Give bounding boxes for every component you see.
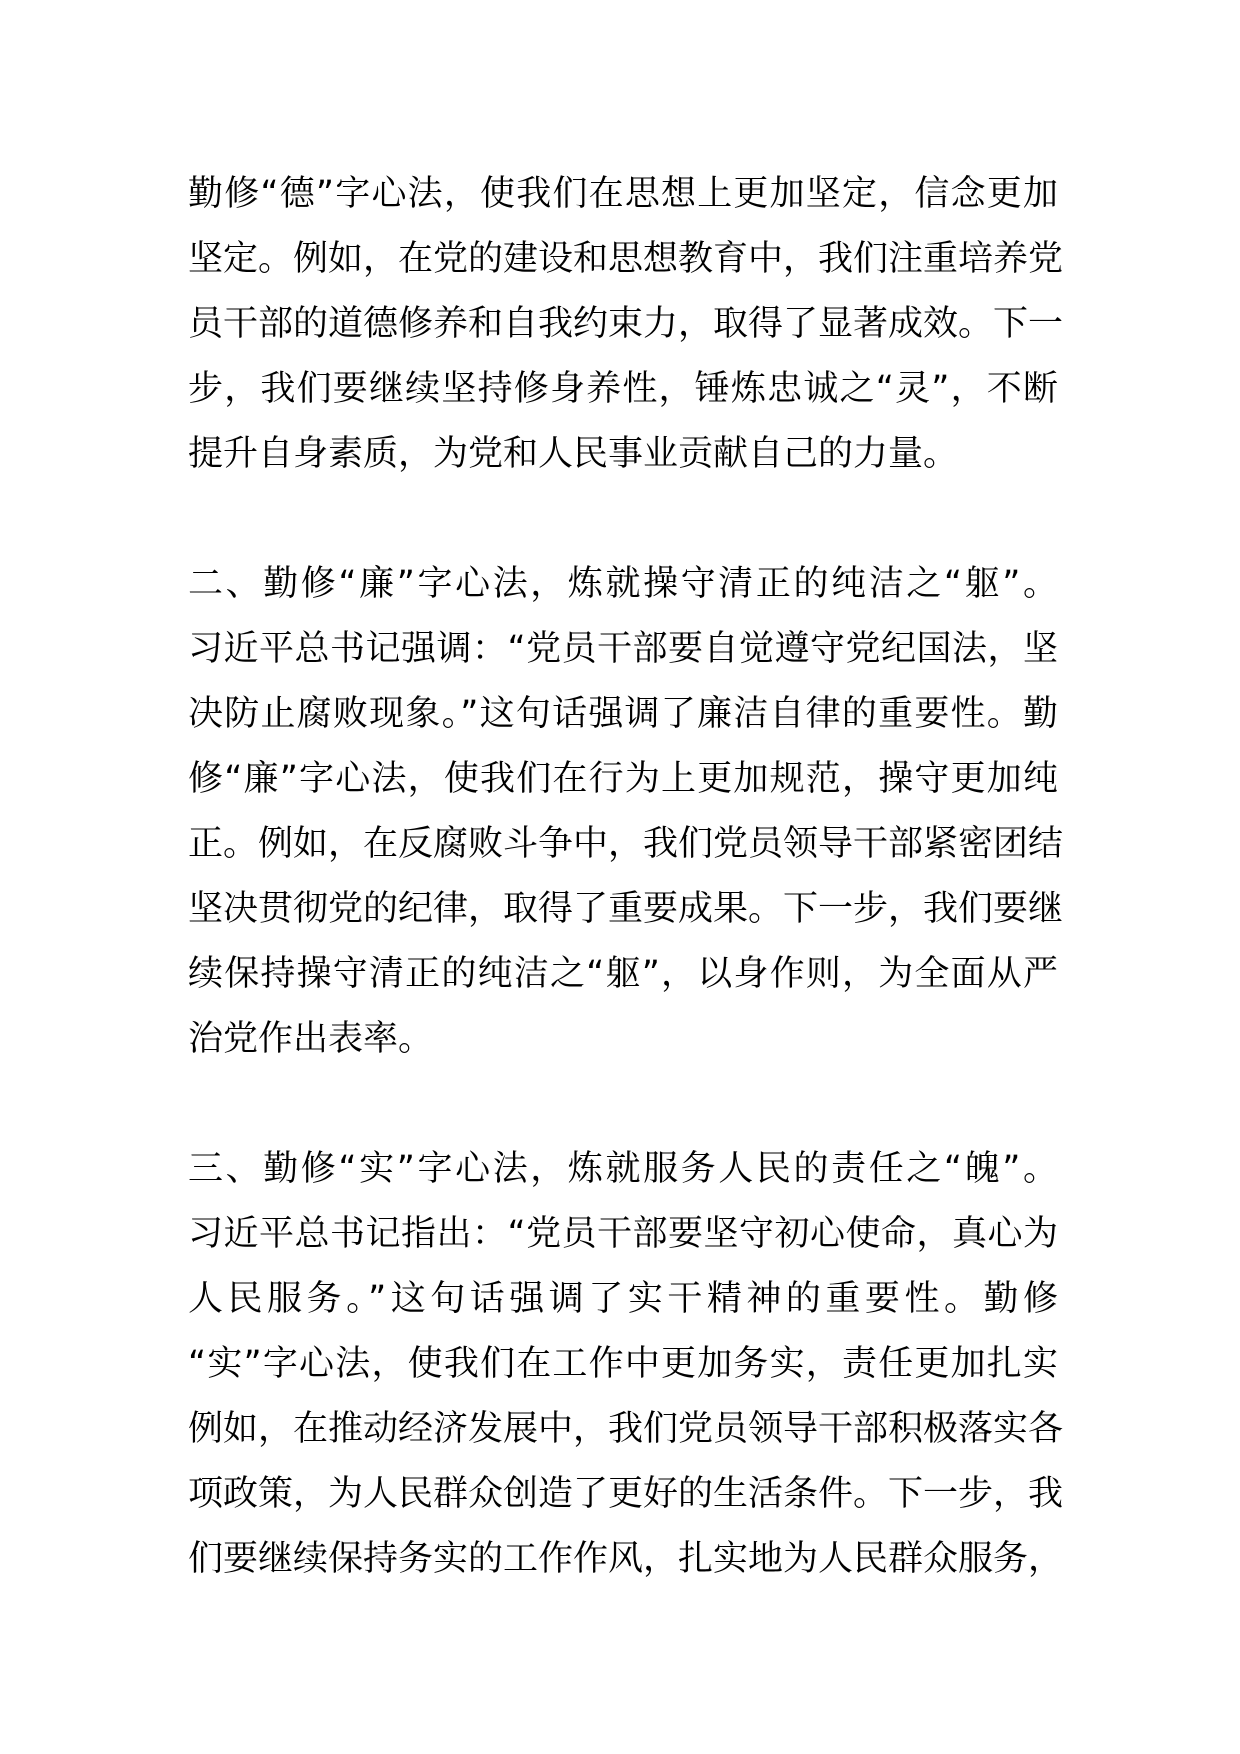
- text-line: 员干部的道德修养和自我约束力，取得了显著成效。下一: [188, 304, 1064, 344]
- text-line: 坚决贯彻党的纪律，取得了重要成果。下一步，我们要继: [188, 889, 1064, 929]
- paragraph-lian: [188, 552, 1064, 1072]
- text-line: 正。例如，在反腐败斗争中，我们党员领导干部紧密团结: [188, 824, 1064, 864]
- text-line: 们要继续保持务实的工作作风，扎实地为人民群众服务，: [188, 1539, 1064, 1579]
- text-line: 治党作出表率。: [188, 1019, 434, 1059]
- text-line: 提升自身素质，为党和人民事业贡献自己的力量。: [188, 434, 959, 474]
- text-line: 修“廉”字心法，使我们在行为上更加规范，操守更加纯: [188, 759, 1058, 799]
- section-heading-line: 三、勤修“实”字心法，炼就服务人民的责任之“魄”。: [188, 1149, 1058, 1189]
- section-heading-line: 二、勤修“廉”字心法，炼就操守清正的纯洁之“躯”。: [188, 564, 1058, 604]
- text-line: 坚定。例如，在党的建设和思想教育中，我们注重培养党: [188, 239, 1064, 279]
- text-line: 项政策，为人民群众创造了更好的生活条件。下一步，我: [188, 1474, 1064, 1514]
- paragraph-shi: [188, 1137, 1064, 1592]
- text-line: 习近平总书记强调：“党员干部要自觉遵守党纪国法，坚: [188, 629, 1058, 669]
- paragraph-de: [188, 162, 1064, 487]
- text-line: 决防止腐败现象。”这句话强调了廉洁自律的重要性。勤: [188, 694, 1058, 734]
- text-line: 续保持操守清正的纯洁之“躯”，以身作则，为全面从严: [188, 954, 1058, 994]
- text-line: 人民服务。”这句话强调了实干精神的重要性。勤修: [188, 1279, 1058, 1319]
- text-line: 习近平总书记指出：“党员干部要坚守初心使命，真心为: [188, 1214, 1058, 1254]
- document-body: [188, 162, 1064, 1592]
- text-line: “实”字心法，使我们在工作中更加务实，责任更加扎实: [188, 1344, 1058, 1384]
- text-line: 勤修“德”字心法，使我们在思想上更加坚定，信念更加: [188, 174, 1058, 214]
- text-line: 例如，在推动经济发展中，我们党员领导干部积极落实各: [188, 1409, 1064, 1449]
- text-line: 步，我们要继续坚持修身养性，锤炼忠诚之“灵”，不断: [188, 369, 1058, 409]
